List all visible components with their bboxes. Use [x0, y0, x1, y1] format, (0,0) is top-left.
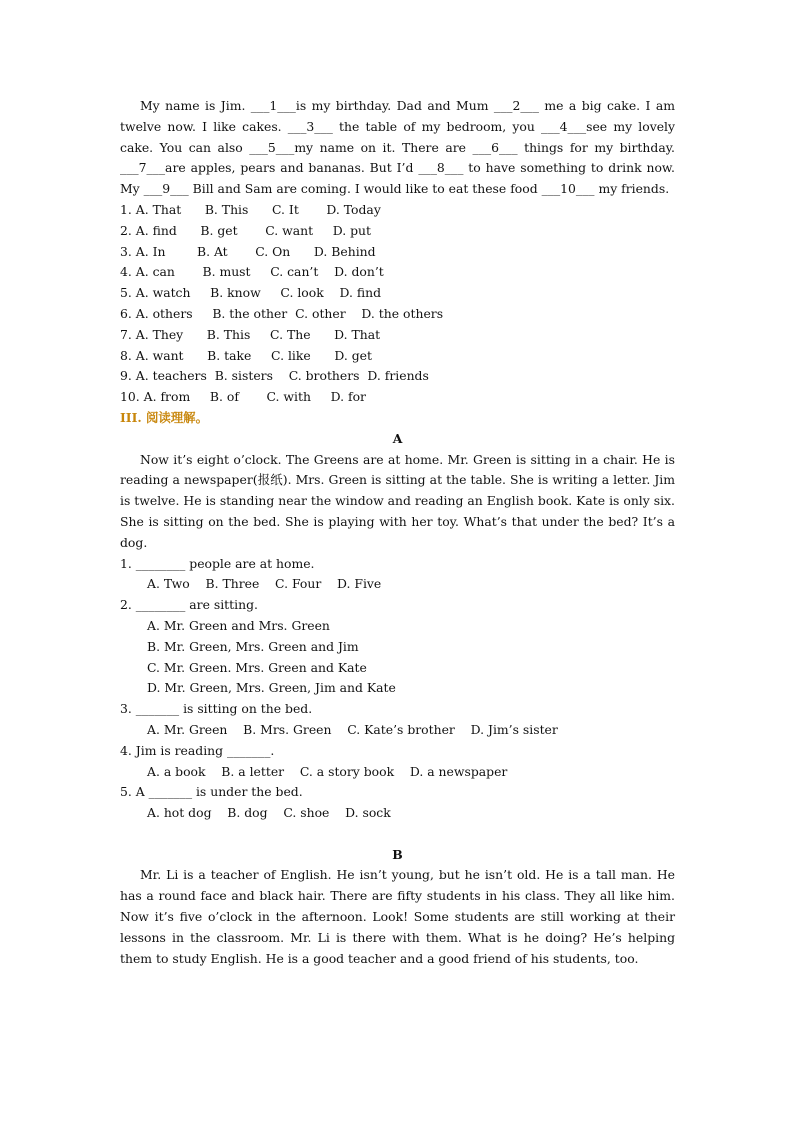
- cloze-option-row: 7. A. They B. This C. The D. That: [120, 326, 381, 342]
- question-options: A. a book B. a letter C. a story book D. a newspaper: [147, 763, 508, 779]
- document-page: [120, 96, 675, 969]
- passage-a-text: Now it’s eight o’clock. The Greens are at home. Mr. Green is sitting in a chair. He is reading a newspaper(报纸). Mrs. Green is sitting at the table. She is writing a letter. Jim is twelve. He is standing near the window and reading an English book. Kate is only six. She is sitting on the bed. She is playing with her toy. What’s that under the bed? It’s a dog.: [120, 451, 675, 550]
- cloze-options: [120, 200, 675, 408]
- question-stem: 3. _______ is sitting on the bed.: [120, 701, 313, 717]
- question-option: A. Mr. Green and Mrs. Green: [147, 617, 330, 633]
- cloze-option-row: 1. A. That B. This C. It D. Today: [120, 201, 381, 217]
- reading-section-heading: III. 阅读理解。: [120, 409, 208, 425]
- question-stem: 5. A _______ is under the bed.: [120, 784, 303, 800]
- cloze-option-row: 10. A. from B. of C. with D. for: [120, 389, 366, 405]
- passage-a-title: A: [392, 430, 403, 446]
- question-options: A. Two B. Three C. Four D. Five: [147, 576, 382, 592]
- question-option: D. Mr. Green, Mrs. Green, Jim and Kate: [147, 680, 396, 696]
- question-stem: 2. ________ are sitting.: [120, 597, 258, 613]
- cloze-option-row: 9. A. teachers B. sisters C. brothers D. friends: [120, 368, 429, 384]
- passage-b-title: B: [392, 846, 403, 862]
- question-stem: 4. Jim is reading _______.: [120, 742, 275, 758]
- passage-b-text: Mr. Li is a teacher of English. He isn’t young, but he isn’t old. He is a tall man. He has a round face and black hair. There are fifty students in his class. They all like him. Now it’s five o’clock in the afternoon. Look! Some students are still working at their lessons in the classroom. Mr. Li is there with them. What is he doing? He’s helping them to study English. He is a good teacher and a good friend of his students, too.: [120, 867, 675, 966]
- cloze-option-row: 4. A. can B. must C. can’t D. don’t: [120, 264, 384, 280]
- cloze-option-row: 5. A. watch B. know C. look D. find: [120, 285, 382, 301]
- cloze-option-row: 6. A. others B. the other C. other D. the others: [120, 305, 444, 321]
- cloze-option-row: 3. A. In B. At C. On D. Behind: [120, 243, 376, 259]
- question-options: A. hot dog B. dog C. shoe D. sock: [147, 805, 391, 821]
- question-option: C. Mr. Green. Mrs. Green and Kate: [147, 659, 367, 675]
- cloze-option-row: 2. A. find B. get C. want D. put: [120, 222, 372, 238]
- cloze-option-row: 8. A. want B. take C. like D. get: [120, 347, 372, 363]
- passage-a-questions: [120, 554, 675, 824]
- spacer: [120, 824, 675, 845]
- question-option: B. Mr. Green, Mrs. Green and Jim: [147, 638, 359, 654]
- question-stem: 1. ________ people are at home.: [120, 555, 315, 571]
- question-options: A. Mr. Green B. Mrs. Green C. Kate’s brother D. Jim’s sister: [147, 721, 558, 737]
- cloze-passage: My name is Jim. ___1___is my birthday. Dad and Mum ___2___ me a big cake. I am twelve now. I like cakes. ___3___ the table of my bedroom, you ___4___see my lovely cake. You can also ___5___my name on it. There are ___6___ things for my birthday. ___7___are apples, pears and bananas. But I’d ___8___ to have something to drink now. My ___9___ Bill and Sam are coming. I would like to eat these food ___10___ my friends.: [120, 98, 675, 197]
